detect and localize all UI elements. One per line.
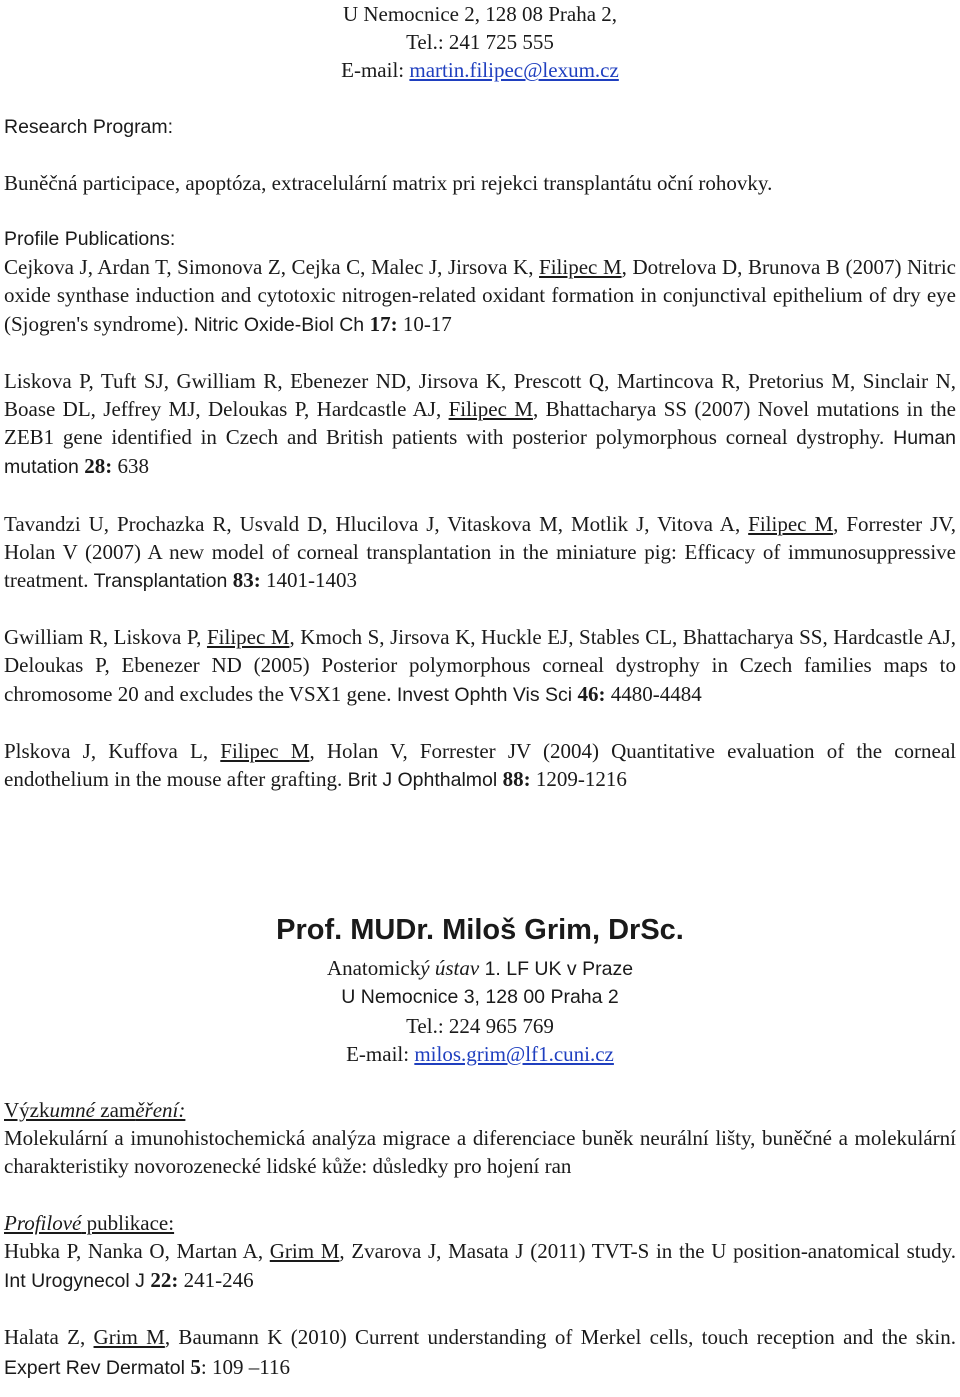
pub-pages: 638 — [112, 454, 149, 479]
publication-entry — [4, 623, 956, 709]
email-line — [4, 1040, 956, 1068]
pub-authors: Liskova P, Tuft SJ, Gwilliam R, Ebenezer ND, Jirsova K, Prescott Q, Martincova R, Pretorius M, Sinclair N, Boase DL, Jeffrey MJ, Deloukas P, Hardcastle AJ, — [4, 368, 956, 422]
publication-entry — [4, 1323, 956, 1381]
research-heading: Research Program: — [4, 115, 174, 138]
email-link[interactable]: martin.filipec@lexum.cz — [409, 58, 619, 83]
pub-highlight-author: Filipec M — [448, 397, 533, 422]
address-line: U Nemocnice 2, 128 08 Praha 2, — [342, 2, 618, 26]
pub-journal: Brit J Ophthalmol — [342, 769, 503, 792]
institution-line — [4, 954, 956, 983]
pub-journal: Nitric Oxide-Biol Ch — [188, 313, 370, 336]
email-label: E-mail: — [341, 58, 410, 83]
pub-authors: Gwilliam R, Liskova P, — [4, 625, 207, 650]
pub-journal: Int Urogynecol J — [4, 1270, 151, 1293]
pub-pages: 241-246 — [178, 1268, 254, 1293]
research-text-cz: Molekulární a imunohistochemická analýza migrace a diferenciace buněk neurální lišty, buněčné a molekulární charakteristiky novorozenecké lidské kůže: důsledky pro hojení ran — [4, 1126, 956, 1179]
contact-block-1 — [4, 0, 956, 85]
pub-journal: Expert Rev Dermatol — [4, 1356, 191, 1379]
pub-volume: 88: — [502, 767, 531, 792]
phone-line: Tel.: 241 725 555 — [406, 30, 554, 55]
address-line: U Nemocnice 3, 128 00 Praha 2 — [341, 986, 619, 1009]
pub-title: , Forrester JV, Holan V (2007) A new model of corneal transplantation in the miniature pig: Efficacy of immunosuppressive treatment. — [4, 511, 956, 593]
phone-line: Tel.: 224 965 769 — [406, 1013, 554, 1038]
heading-part: umné — [49, 1098, 95, 1123]
pub-highlight-author: Filipec M — [539, 255, 622, 280]
pub-volume: 17: — [369, 311, 398, 336]
pub-highlight-author: Filipec M — [206, 625, 290, 650]
heading-part: publikace: — [81, 1210, 175, 1235]
pub-title: , Zvarova J, Masata J (2011) TVT-S in the U position-anatomical study. — [339, 1238, 956, 1263]
heading-part: Profilové — [4, 1210, 82, 1235]
pub-authors: Hubka P, Nanka O, Martan A, — [4, 1238, 270, 1263]
pub-pages: : 109 –116 — [200, 1354, 290, 1379]
pub-highlight-author: Filipec M — [220, 738, 310, 763]
pub-volume: 83: — [232, 568, 261, 593]
heading-part: Výzk — [4, 1098, 50, 1123]
pub-journal: Human mutation — [4, 427, 957, 479]
pub-title: , Baumann K (2010) Current understanding of Merkel cells, touch reception and the skin. — [164, 1325, 957, 1350]
contact-block-2 — [4, 910, 956, 1068]
pub-pages: 4480-4484 — [605, 681, 702, 706]
pub-title: , Bhattacharya SS (2007) Novel mutations in the ZEB1 gene identified in Czech and British patients with posterior polymorphous corneal dystrophy. — [4, 397, 956, 450]
institution-part: 1. LF UK v Praze — [479, 958, 634, 981]
pub-title: , Holan V, Forrester JV (2004) Quantitative evaluation of the corneal endothelium in the mouse after grafting. — [4, 738, 956, 792]
pub-journal: Transplantation — [88, 570, 233, 593]
publication-entry — [4, 1237, 956, 1295]
pub-authors: Cejkova J, Ardan T, Simonova Z, Cejka C, Malec J, Jirsova K, — [4, 255, 540, 280]
pub-pages: 1401-1403 — [260, 568, 357, 593]
publication-entry — [4, 253, 956, 339]
publication-entry — [4, 510, 956, 596]
pub-pages: 10-17 — [397, 311, 452, 336]
publications-heading-cz — [4, 1209, 956, 1237]
pub-authors: Halata Z, — [4, 1325, 94, 1350]
pub-volume: 5 — [190, 1354, 201, 1379]
pub-authors: Tavandzi U, Prochazka R, Usvald D, Hlucilova J, Vitaskova M, Motlik J, Vitova A, — [4, 511, 749, 536]
pub-authors: Plskova J, Kuffova L, — [4, 738, 221, 763]
pub-highlight-author: Filipec M — [748, 511, 834, 536]
publications-heading: Profile Publications: — [4, 228, 176, 251]
research-heading-cz — [4, 1096, 956, 1124]
pub-highlight-author: Grim M — [93, 1325, 165, 1350]
institution-part: Anatomick — [326, 956, 421, 981]
email-link[interactable]: milos.grim@lf1.cuni.cz — [414, 1041, 614, 1066]
pub-volume: 22: — [150, 1268, 179, 1293]
person-name: Prof. MUDr. Miloš Grim, DrSc. — [276, 914, 684, 947]
pub-volume: 46: — [577, 681, 606, 706]
document-page — [4, 0, 956, 1382]
pub-title: , Dotrelova D, Brunova B (2007) Nitric oxide synthase induction and cytotoxic nitrogen-related oxidant formation in conjunctival epithelium of dry eye (Sjogren's syndrome). — [4, 255, 957, 336]
institution-part: ý ústav — [420, 956, 480, 981]
pub-title: , Kmoch S, Jirsova K, Huckle EJ, Stables CL, Bhattacharya SS, Hardcastle AJ, Deloukas P, Ebenezer ND (2005) Posterior polymorphous corneal dystrophy in Czech families maps to chromosome 20 and excludes the VSX1 gene. — [4, 625, 957, 706]
research-text: Buněčná participace, apoptóza, extracelulární matrix pri rejekci transplantátu oční rohovky. — [4, 170, 773, 195]
email-label: E-mail: — [346, 1041, 415, 1066]
heading-part: ěření: — [135, 1098, 186, 1123]
heading-part: zam — [95, 1098, 136, 1123]
email-line — [4, 56, 956, 84]
pub-journal: Invest Ophth Vis Sci — [391, 683, 578, 706]
pub-volume: 28: — [84, 454, 113, 479]
pub-pages: 1209-1216 — [530, 767, 627, 792]
publication-entry — [4, 737, 956, 794]
pub-highlight-author: Grim M — [269, 1238, 340, 1263]
publication-entry — [4, 367, 956, 482]
